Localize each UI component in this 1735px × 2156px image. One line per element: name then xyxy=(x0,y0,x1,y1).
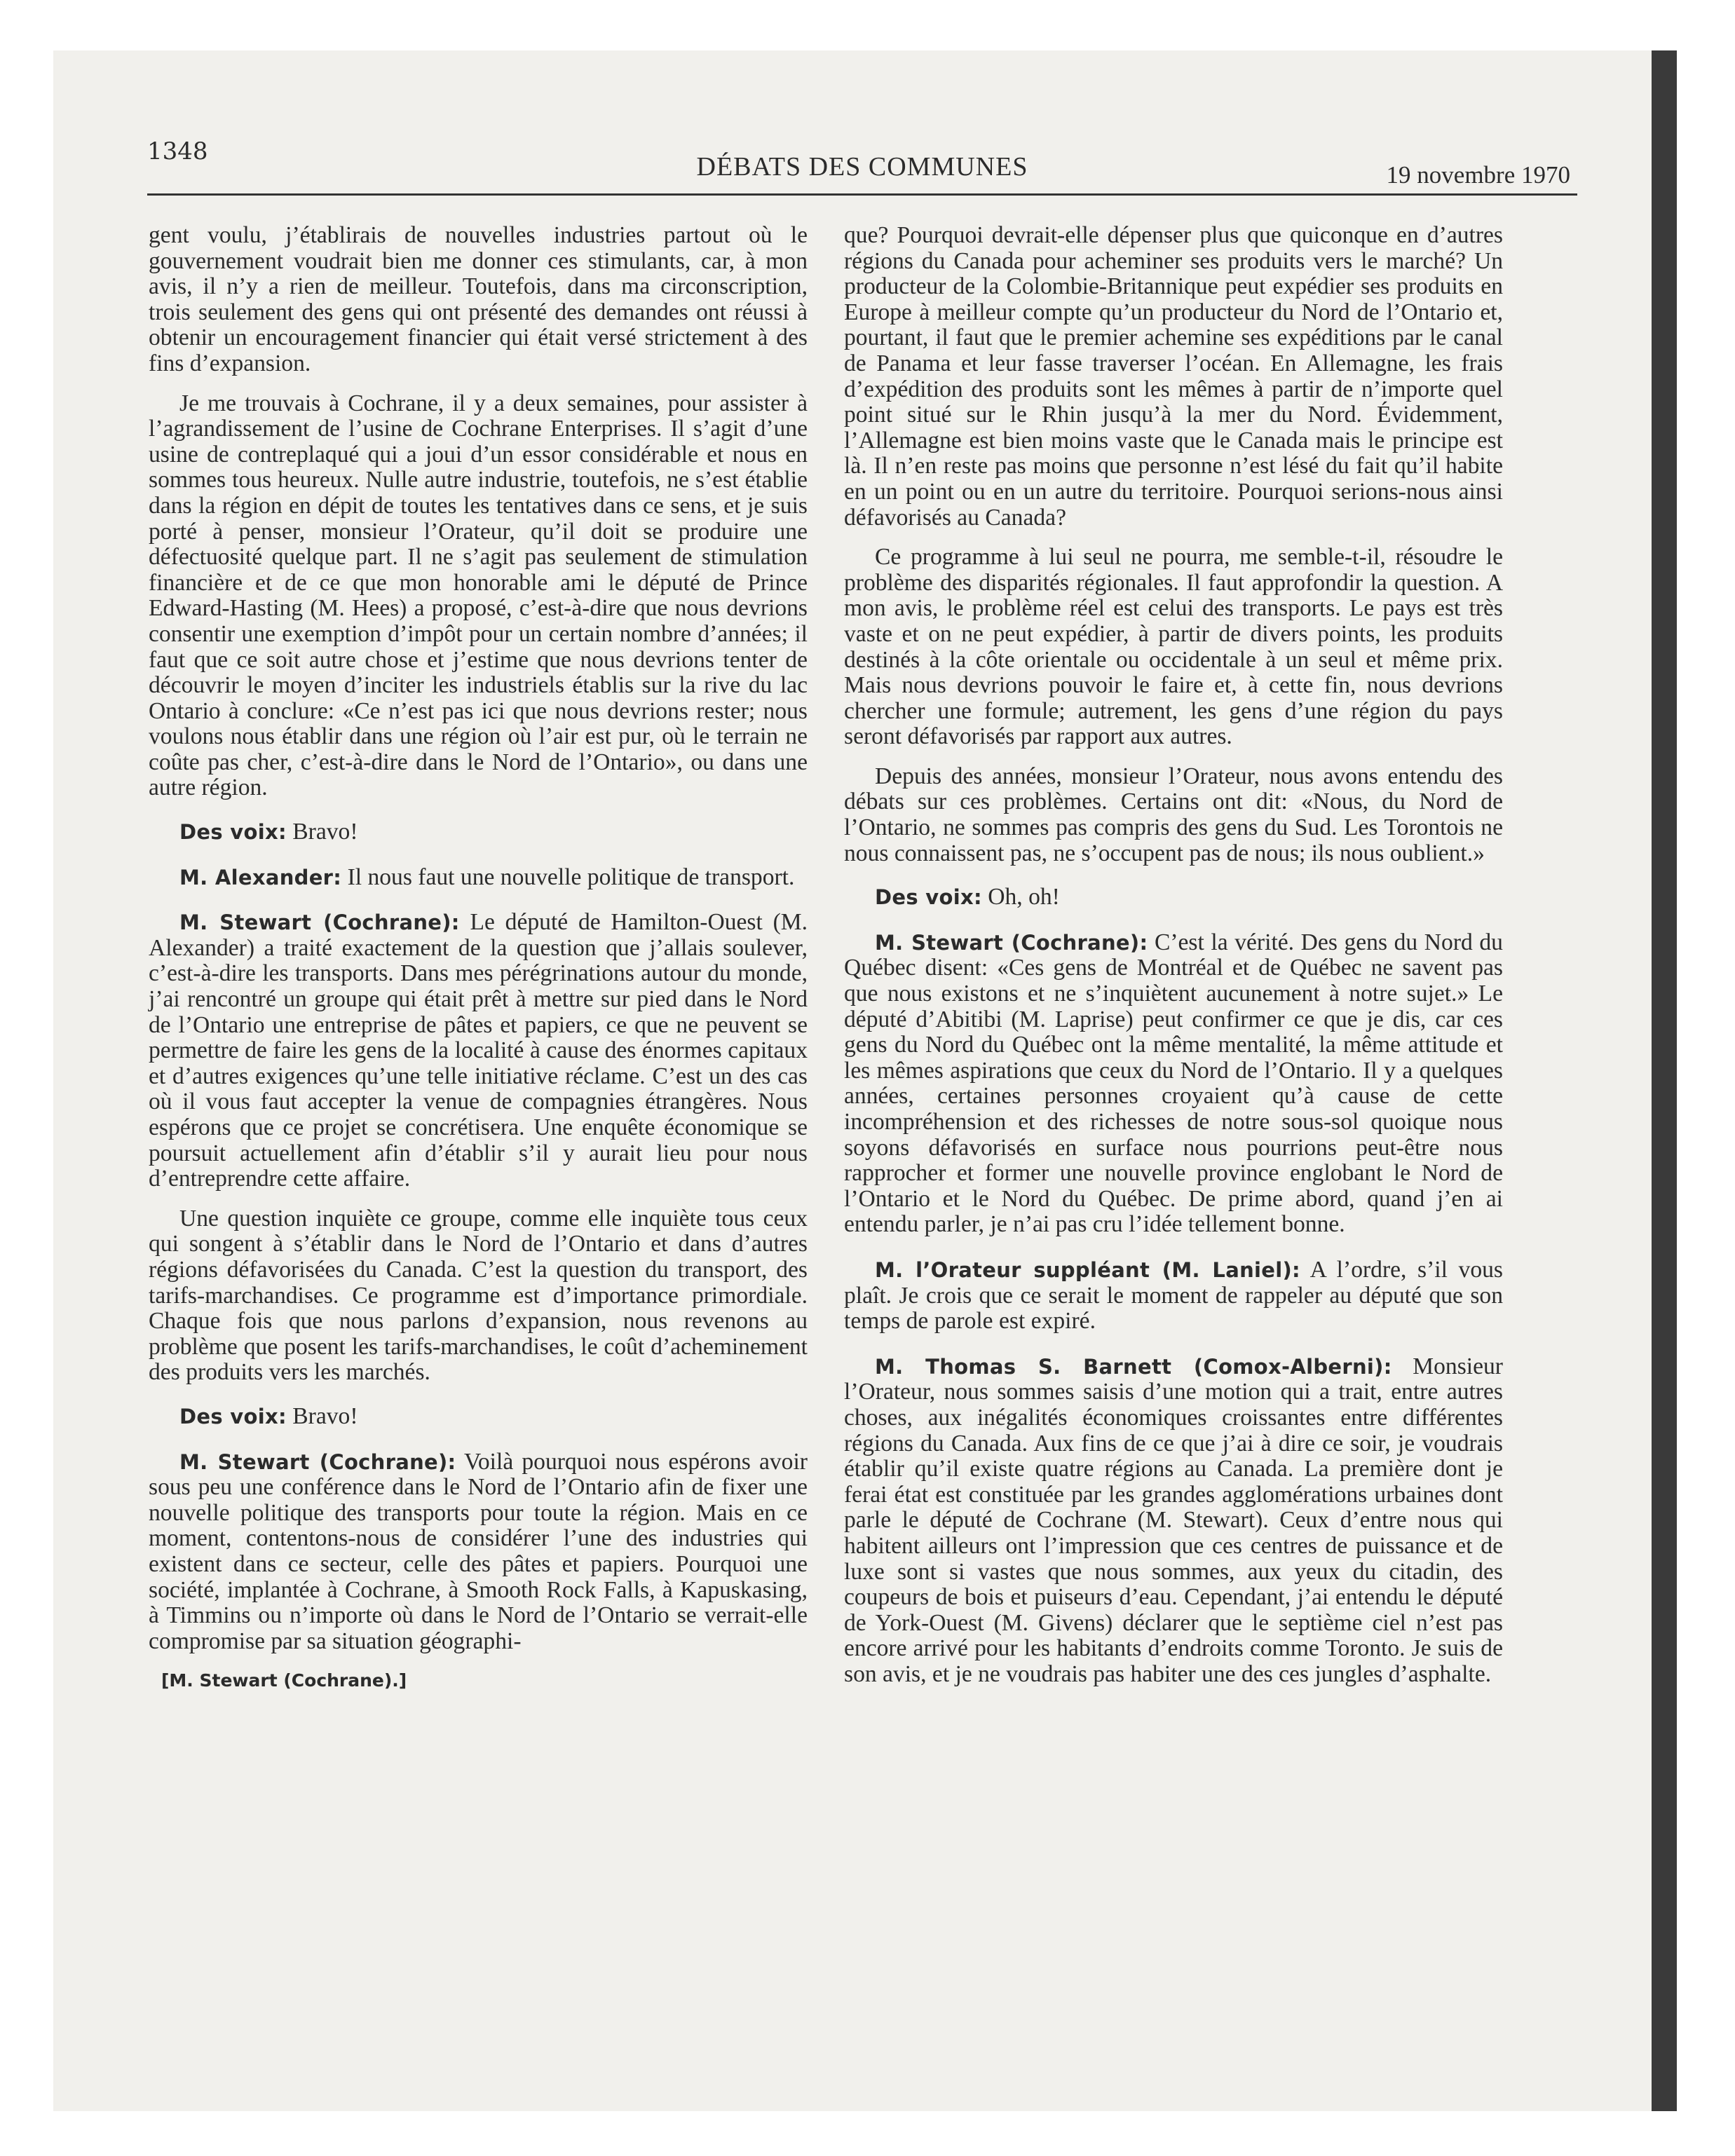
speaker-label: Des voix: xyxy=(875,885,982,910)
right-column xyxy=(844,223,1503,1701)
speaker-label: M. Thomas S. Barnett (Comox-Alberni): xyxy=(875,1354,1392,1379)
speaker-label: M. l’Orateur suppléant (M. Laniel): xyxy=(875,1257,1300,1282)
speech-paragraph xyxy=(149,865,808,891)
speech-text: Voilà pourquoi nous espérons avoir sous peu une conférence dans le Nord de l’Ontario afin de fixer une nouvelle politique des transports pour toute la région. Mais en ce moment, contentons-nous de considérer l’une des industries qui existent dans ce secteur, celle des pâtes et papiers. Pourquoi une société, implantée à Cochrane, à Smooth Rock Falls, à Kapuskasing, à Timmins ou n’importe où dans le Nord de l’Ontario se verrait-elle compromise par sa situation géographi- xyxy=(149,1448,808,1654)
left-column xyxy=(149,223,808,1694)
speech-paragraph xyxy=(149,910,808,1192)
speaker-label: M. Stewart (Cochrane): xyxy=(179,910,460,935)
interjection xyxy=(844,885,1503,910)
paragraph: gent voulu, j’établirais de nouvelles industries partout où le gouvernement voudrait bien me donner ces stimulants, car, à mon avis, il n’y a rien de meilleur. Toutefois, dans ma circonscription, trois seulement des gens qui ont présenté des demandes ont réussi à obtenir un encouragement financier qui était versé strictement à des fins d’expansion. xyxy=(149,222,808,376)
header-date: 19 novembre 1970 xyxy=(1386,161,1570,189)
speech-text: Il nous faut une nouvelle politique de transport. xyxy=(341,864,795,890)
speaker-label: M. Alexander: xyxy=(179,865,342,889)
speech-text: Le député de Hamilton-Ouest (M. Alexander) a traité exactement de la question que j’allais soulever, c’est-à-dire les transports. Dans mes pérégrinations autour du monde, j’ai rencontré un groupe qui était prêt à mettre sur pied dans le Nord de l’Ontario une entreprise de pâtes et papiers, ce que ne peuvent se permettre de faire les gens de la localité à cause des énormes capitaux et d’autres exigences qu’une telle initiative réclame. C’est un des cas où il vous faut accepter la venue de compagnies étrangères. Nous espérons que ce projet se concrétisera. Une enquête économique se poursuit actuellement afin d’établir s’il y aurait lieu pour nous d’entreprendre cette affaire. xyxy=(149,909,808,1192)
paragraph: Je me trouvais à Cochrane, il y a deux semaines, pour assister à l’agrandissement de l’usine de Cochrane Enterprises. Il s’agit d’une usine de contreplaqué qui a joui d’un essor considérable et nous en sommes tous heureux. Nulle autre industrie, toutefois, ne s’est établie dans la région en dépit de toutes les tentatives dans ce sens, et je suis porté à penser, monsieur l’Orateur, qu’il doit se produire une défectuosité quelque part. Il ne s’agit pas seulement de stimulation financière et de ce que mon honorable ami le député de Prince Edward-Hasting (M. Hees) a proposé, c’est-à-dire que nous devrions consentir une exemption d’impôt pour un certain nombre d’années; il faut que ce soit autre chose et j’estime que nous devrions tenter de découvrir le moyen d’inciter les industriels établis sur la rive du lac Ontario à conclure: «Ce n’est pas ici que nous devrions rester; nous voulons nous établir dans une région où l’air est pur, où le terrain ne coûte pas cher, c’est-à-dire dans le Nord de l’Ontario», ou dans une autre région. xyxy=(149,390,808,801)
paragraph: Depuis des années, monsieur l’Orateur, nous avons entendu des débats sur ces problèmes. Certains ont dit: «Nous, du Nord de l’Ontario, ne sommes pas compris des gens du Sud. Les Torontois ne nous connaissent pas, ne s’occupent pas de nous; ils nous oublient.» xyxy=(844,763,1503,866)
speech-paragraph xyxy=(844,930,1503,1238)
paragraph: que? Pourquoi devrait-elle dépenser plus que quiconque en d’autres régions du Canada pour acheminer ses produits vers le marché? Un producteur de la Colombie-Britannique peut expédier ses produits en Europe à meilleur compte qu’un producteur du Nord de l’Ontario et, pourtant, il faut que le premier achemine ses expéditions par le canal de Panama et leur fasse traverser l’océan. En Allemagne, les frais d’expédition des produits sont les mêmes à partir de n’importe quel point situé sur le Rhin jusqu’à la mer du Nord. Évidemment, l’Allemagne est bien moins vaste que le Canada mais le principe est là. Il n’en reste pas moins que personne n’est lésé du fait qu’il habite en un point ou en un autre du territoire. Pourquoi serions-nous ainsi défavorisés au Canada? xyxy=(844,222,1503,531)
page-header xyxy=(147,137,1577,196)
paragraph: Une question inquiète ce groupe, comme elle inquiète tous ceux qui songent à s’établir dans le Nord de l’Ontario et dans d’autres régions défavorisées du Canada. C’est la question du transport, des tarifs-marchandises. Ce programme est d’importance primordiale. Chaque fois que nous parlons d’expansion, nous revenons au problème que posent les tarifs-marchandises, le coût d’acheminement des produits vers les marchés. xyxy=(149,1205,808,1386)
speech-text: C’est la vérité. Des gens du Nord du Québec disent: «Ces gens de Montréal et de Québec ne savent pas que nous existons et ne s’inquiètent aucunement à notre sujet.» Le député d’Abitibi (M. Laprise) peut confirmer ce que je dis, car ces gens du Nord du Québec ont la même mentalité, la même attitude et les mêmes aspirations que ceux du Nord de l’Ontario. Il y a quelques années, certaines personnes croyaient qu’à cause de cette incompréhension et des richesses de notre sous-sol quoique nous soyons défavorisés en surface nous pourrions peut-être nous rapprocher et former une nouvelle province englobant le Nord de l’Ontario et le Nord du Québec. De prime abord, quand j’en ai entendu parler, je n’ai pas cru l’idée tellement bonne. xyxy=(844,929,1503,1238)
speaker-label: M. Stewart (Cochrane): xyxy=(179,1449,456,1474)
speech-text: Oh, oh! xyxy=(981,884,1060,910)
speech-paragraph xyxy=(844,1354,1503,1688)
interjection xyxy=(149,819,808,845)
speech-text: A l’ordre, s’il vous plaît. Je crois que ce serait le moment de rappeler au député que son temps de parole est expiré. xyxy=(844,1256,1503,1335)
paragraph: Ce programme à lui seul ne pourra, me semble-t-il, résoudre le problème des disparités régionales. Il faut approfondir la question. A mon avis, le problème réel est celui des transports. Le pays est très vaste et on ne peut expédier, à partir de divers points, les produits destinés à la côte orientale ou occidentale à un seul et même prix. Mais nous devrions pouvoir le faire et, à cette fin, nous devrions chercher une formule; autrement, les gens d’une région du pays seront défavorisés par rapport aux autres. xyxy=(844,544,1503,750)
page-number: 1348 xyxy=(147,137,208,165)
speaker-label: M. Stewart (Cochrane): xyxy=(875,930,1148,955)
running-title: DÉBATS DES COMMUNES xyxy=(696,152,1028,182)
speech-paragraph xyxy=(149,1449,808,1655)
speech-paragraph xyxy=(844,1257,1503,1335)
speaker-label: Des voix: xyxy=(179,820,287,845)
scan-edge-shadow xyxy=(1652,50,1677,2111)
interjection xyxy=(149,1404,808,1430)
speech-text: Bravo! xyxy=(286,1403,358,1429)
speaker-footnote: [M. Stewart (Cochrane).] xyxy=(161,1670,407,1691)
speech-text: Bravo! xyxy=(286,819,358,845)
speech-text: Monsieur l’Orateur, nous sommes saisis d’une motion qui a trait, entre autres choses, aux inégalités économiques croissantes entre différentes régions du Canada. Aux fins de ce que j’ai à dire ce soir, je voudrais établir qu’il existe quatre régions au Canada. La première dont je ferai état est constituée par les grandes agglomérations urbaines dont parle le député de Cochrane (M. Stewart). Ceux d’entre nous qui habitent ailleurs ont l’impression que ces centres de puissance et de luxe sont si vastes que nous sommes, aux yeux du citadin, des coupeurs de bois et puiseurs d’eau. Cependant, j’ai entendu le député de York-Ouest (M. Givens) déclarer que le septième ciel n’est pas encore arrivé pour les habitants d’endroits comme Toronto. Je suis de son avis, et je ne voudrais pas habiter une des ces jungles d’asphalte. xyxy=(844,1353,1503,1687)
speaker-label: Des voix: xyxy=(179,1404,287,1428)
